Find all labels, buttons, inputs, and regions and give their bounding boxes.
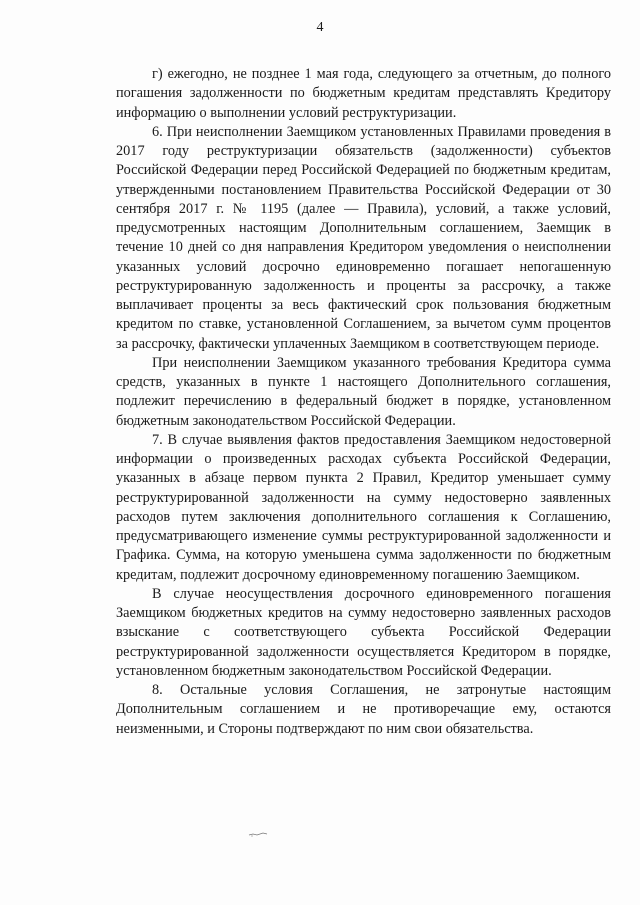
paragraph-clause-7-enforcement: В случае неосуществления досрочного единовременного погашения Заемщиком бюджетных кредитов на сумму недостоверно заявленных расходов взыскание с соответствующего субъекта Российской Федерации реструктурированной задолженности осуществляется Кредитором в порядке, установленном бюджетным законодательством Российской Федерации. [116, 585, 611, 679]
paragraph-reporting-obligation: г) ежегодно, не позднее 1 мая года, следующего за отчетным, до полного погашения задолженности по бюджетным кредитам представлять Кредитору информацию о выполнении условий реструктуризации. [116, 66, 611, 121]
paragraph-clause-6: 6. При неисполнении Заемщиком установленных Правилами проведения в 2017 году реструктуризации обязательств (задолженности) субъектов Российской Федерации перед Российской Федерацией по бюджетным кредитам, утвержденными постановлением Правительства Российской Федерации от 30 сентября 2017 г. № 1195 (далее — Правила), условий, а также условий, предусмотренных настоящим Дополнительным соглашением, Заемщик в течение 10 дней со дня направления Кредитором уведомления о неисполнении указанных условий досрочно единовременно погашает непогашенную реструктурированную задолженность и проценты за рассрочку, а также выплачивает проценты за весь фактический срок пользования бюджетным кредитом по ставке, установленной Соглашением, за вычетом сумм процентов за рассрочку, фактически уплаченных Заемщиком в соответствующем периоде. [116, 123, 611, 352]
scan-mark [247, 830, 269, 838]
document-body [116, 65, 611, 739]
paragraph-clause-7: 7. В случае выявления фактов предоставления Заемщиком недостоверной информации о произведенных расходах субъекта Российской Федерации, указанных в абзаце первом пункта 2 Правил, Кредитор уменьшает сумму реструктурированной задолженности на сумму недостоверно заявленных расходов путем заключения дополнительного соглашения к Соглашению, предусматривающего изменение суммы реструктурированной задолженности и Графика. Сумма, на которую уменьшена сумма задолженности по бюджетным кредитам, подлежит досрочному единовременному погашению Заемщиком. [116, 431, 611, 583]
paragraph-clause-8: 8. Остальные условия Соглашения, не затронутые настоящим Дополнительным соглашением и не противоречащие ему, остаются неизменными, и Стороны подтверждают по ним свои обязательства. [116, 682, 611, 737]
paragraph-clause-6-consequence: При неисполнении Заемщиком указанного требования Кредитора сумма средств, указанных в пункте 1 настоящего Дополнительного соглашения, подлежит перечислению в федеральный бюджет в порядке, установленном бюджетным законодательством Российской Федерации. [116, 354, 611, 429]
page-number: 4 [316, 20, 324, 35]
